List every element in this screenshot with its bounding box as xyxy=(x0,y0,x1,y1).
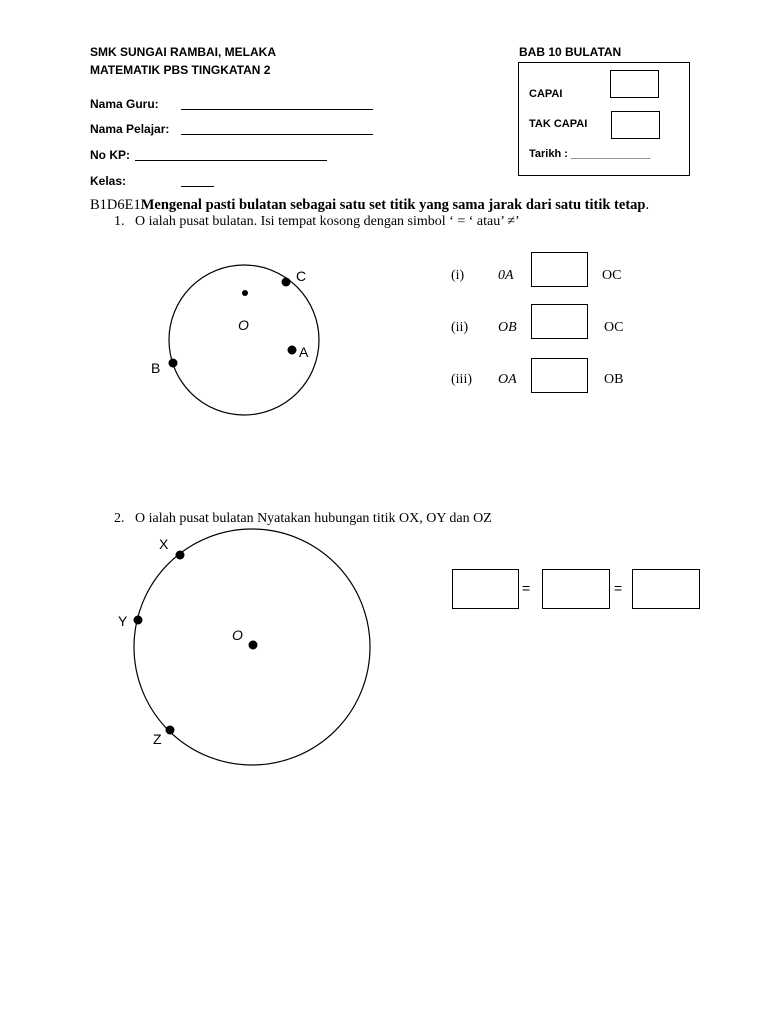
q1-item3-number: (iii) xyxy=(451,372,472,387)
q1-label-b: B xyxy=(151,360,161,376)
subject-title: MATEMATIK PBS TINGKATAN 2 xyxy=(90,63,271,77)
q1-point-a xyxy=(288,346,297,355)
objective-code: B1D6E1 xyxy=(90,197,141,213)
q2-point-z xyxy=(166,726,175,735)
q2-answer-box-2[interactable] xyxy=(542,569,610,609)
tarikh-field[interactable]: Tarikh : _____________ xyxy=(529,148,651,160)
q2-label-x: X xyxy=(159,536,169,552)
q1-item1-left: 0A xyxy=(498,268,514,283)
q1-label-a: A xyxy=(299,344,309,360)
kelas-label: Kelas: xyxy=(90,174,127,188)
q2-equals-1: = xyxy=(522,580,531,596)
q2-text: O ialah pusat bulatan Nyatakan hubungan titik OX, OY dan OZ xyxy=(135,511,492,526)
tak-capai-label: TAK CAPAI xyxy=(529,118,588,130)
q1-text: O ialah pusat bulatan. Isi tempat kosong dengan simbol ‘ = ‘ atau’ ≠’ xyxy=(135,214,520,229)
q1-item2-answer-box[interactable] xyxy=(531,304,588,339)
q1-item2-number: (ii) xyxy=(451,320,469,335)
q2-center-point xyxy=(249,641,258,650)
q1-number: 1. xyxy=(114,214,125,229)
student-label: Nama Pelajar: xyxy=(90,122,170,136)
q1-point-b xyxy=(169,359,178,368)
q1-item2-left: OB xyxy=(498,320,517,335)
q1-circle xyxy=(169,265,319,415)
chapter-title: BAB 10 BULATAN xyxy=(519,45,622,59)
q1-item1-right: OC xyxy=(602,268,622,283)
capai-label: CAPAI xyxy=(529,88,563,100)
q2-number: 2. xyxy=(114,511,125,526)
q1-center-point xyxy=(242,290,248,296)
q1-item3-answer-box[interactable] xyxy=(531,358,588,393)
q2-label-y: Y xyxy=(118,613,128,629)
q2-label-o: O xyxy=(232,627,243,643)
school-name: SMK SUNGAI RAMBAI, MELAKA xyxy=(90,45,276,59)
q2-label-z: Z xyxy=(153,731,162,747)
q1-label-c: C xyxy=(296,268,307,284)
teacher-label: Nama Guru: xyxy=(90,97,159,111)
q1-label-o: O xyxy=(238,317,249,333)
nokp-label: No KP: xyxy=(90,148,130,162)
q2-answer-box-3[interactable] xyxy=(632,569,700,609)
q1-point-c xyxy=(282,278,291,287)
q2-equals-2: = xyxy=(614,580,623,596)
q1-item3-right: OB xyxy=(604,372,624,387)
q2-point-y xyxy=(134,616,143,625)
q2-point-x xyxy=(176,551,185,560)
q1-item1-number: (i) xyxy=(451,268,465,283)
q1-item1-answer-box[interactable] xyxy=(531,252,588,287)
q1-item2-right: OC xyxy=(604,320,624,335)
objective-text: Mengenal pasti bulatan sebagai satu set titik yang sama jarak dari satu titik tetap xyxy=(140,197,646,213)
q1-item3-left: OA xyxy=(498,372,517,387)
learning-objective: B1D6E1Mengenal pasti bulatan sebagai satu set titik yang sama jarak dari satu titik tetap. xyxy=(90,197,650,213)
q2-answer-box-1[interactable] xyxy=(452,569,519,609)
